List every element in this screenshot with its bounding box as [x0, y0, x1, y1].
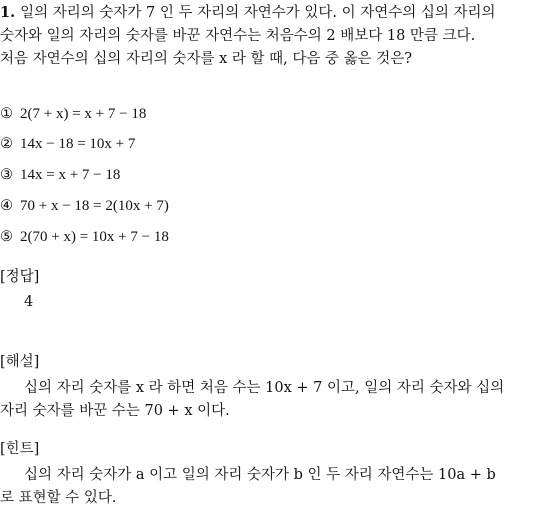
explanation-line-2: 자리 숫자를 바꾼 수는 70 + x 이다. [0, 403, 230, 419]
option-1 [0, 104, 146, 124]
option-4-text: 70 + x − 18 = 2(10x + 7) [20, 198, 169, 214]
option-3 [0, 165, 120, 185]
question-line-1 [0, 3, 496, 23]
hint-line-1: 십의 자리 숫자가 a 이고 일의 자리 숫자가 b 인 두 자리 자연수는 10a + b [24, 467, 496, 483]
option-1-text: 2(7 + x) = x + 7 − 18 [20, 106, 147, 122]
answer-value: 4 [24, 294, 34, 310]
question-number: 1. [0, 4, 16, 21]
option-5 [0, 227, 169, 247]
hint-label: [힌트] [0, 441, 40, 457]
option-2-text: 14x − 18 = 10x + 7 [20, 136, 136, 152]
question-line-2: 숫자와 일의 자리의 숫자를 바꾼 자연수는 처음수의 2 배보다 18 만큼 크다. [0, 28, 476, 44]
option-2-mark: ② [0, 136, 13, 152]
option-3-mark: ③ [0, 167, 13, 183]
question-line-3: 처음 자연수의 십의 자리의 숫자를 x 라 할 때, 다음 중 옳은 것은? [0, 51, 413, 67]
option-4-mark: ④ [0, 198, 13, 214]
answer-label: [정답] [0, 269, 40, 285]
explanation-label: [해설] [0, 354, 40, 370]
option-1-mark: ① [0, 106, 13, 122]
option-2 [0, 134, 135, 154]
option-5-mark: ⑤ [0, 229, 13, 245]
option-5-text: 2(70 + x) = 10x + 7 − 18 [20, 229, 169, 245]
explanation-line-1: 십의 자리 숫자를 x 라 하면 처음 수는 10x + 7 이고, 일의 자리 숫자와 십의 [24, 380, 505, 396]
question-text-1: 일의 자리의 숫자가 7 인 두 자리의 자연수가 있다. 이 자연수의 십의 자리의 [20, 5, 496, 21]
option-4 [0, 196, 169, 216]
hint-line-2: 로 표현할 수 있다. [0, 490, 117, 506]
option-3-text: 14x = x + 7 − 18 [20, 167, 121, 183]
